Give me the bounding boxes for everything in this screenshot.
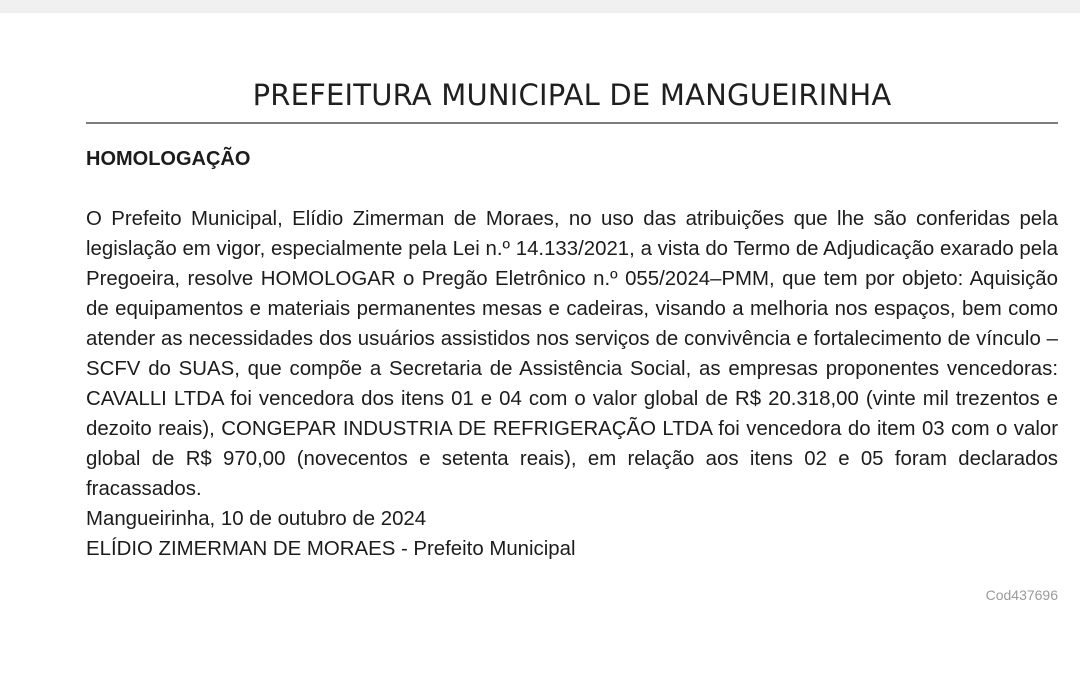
body-paragraph: O Prefeito Municipal, Elídio Zimerman de Moraes, no uso das atribuições que lhe são conferidas pela legislação em vigor, especialmente pela Lei n.º 14.133/2021, a vista do Termo de Adjudicação exarado pela Pregoeira, resolve HOMOLOGAR o Pregão Eletrônico n.º 055/2024–PMM, que tem por objeto: Aquisição de equipamentos e materiais permanentes mesas e cadeiras, visando a melhoria nos espaços, bem como atender as necessidades dos usuários assistidos nos serviços de convivência e fortalecimento de vínculo – SCFV do SUAS, que compõe a Secretaria de Assistência Social, as empresas proponentes vencedoras: CAVALLI LTDA foi vencedora dos itens 01 e 04 com o valor global de R$ 20.318,00 (vinte mil trezentos e dezoito reais), CONGEPAR INDUSTRIA DE REFRIGERAÇÃO LTDA foi vencedora do item 03 com o valor global de R$ 970,00 (novecentos e setenta reais), em relação aos itens 02 e 05 foram declarados fracassados. — [86, 208, 1058, 500]
document-body — [86, 204, 1058, 564]
publication-code: Cod437696 — [985, 587, 1058, 603]
page-title: PREFEITURA MUNICIPAL DE MANGUEIRINHA — [252, 78, 892, 112]
place-date: Mangueirinha, 10 de outubro de 2024 — [86, 508, 427, 530]
header-divider — [86, 122, 1058, 124]
signature: ELÍDIO ZIMERMAN DE MORAES - Prefeito Municipal — [86, 538, 576, 560]
top-bar — [0, 0, 1080, 13]
section-title: HOMOLOGAÇÃO — [86, 148, 251, 170]
